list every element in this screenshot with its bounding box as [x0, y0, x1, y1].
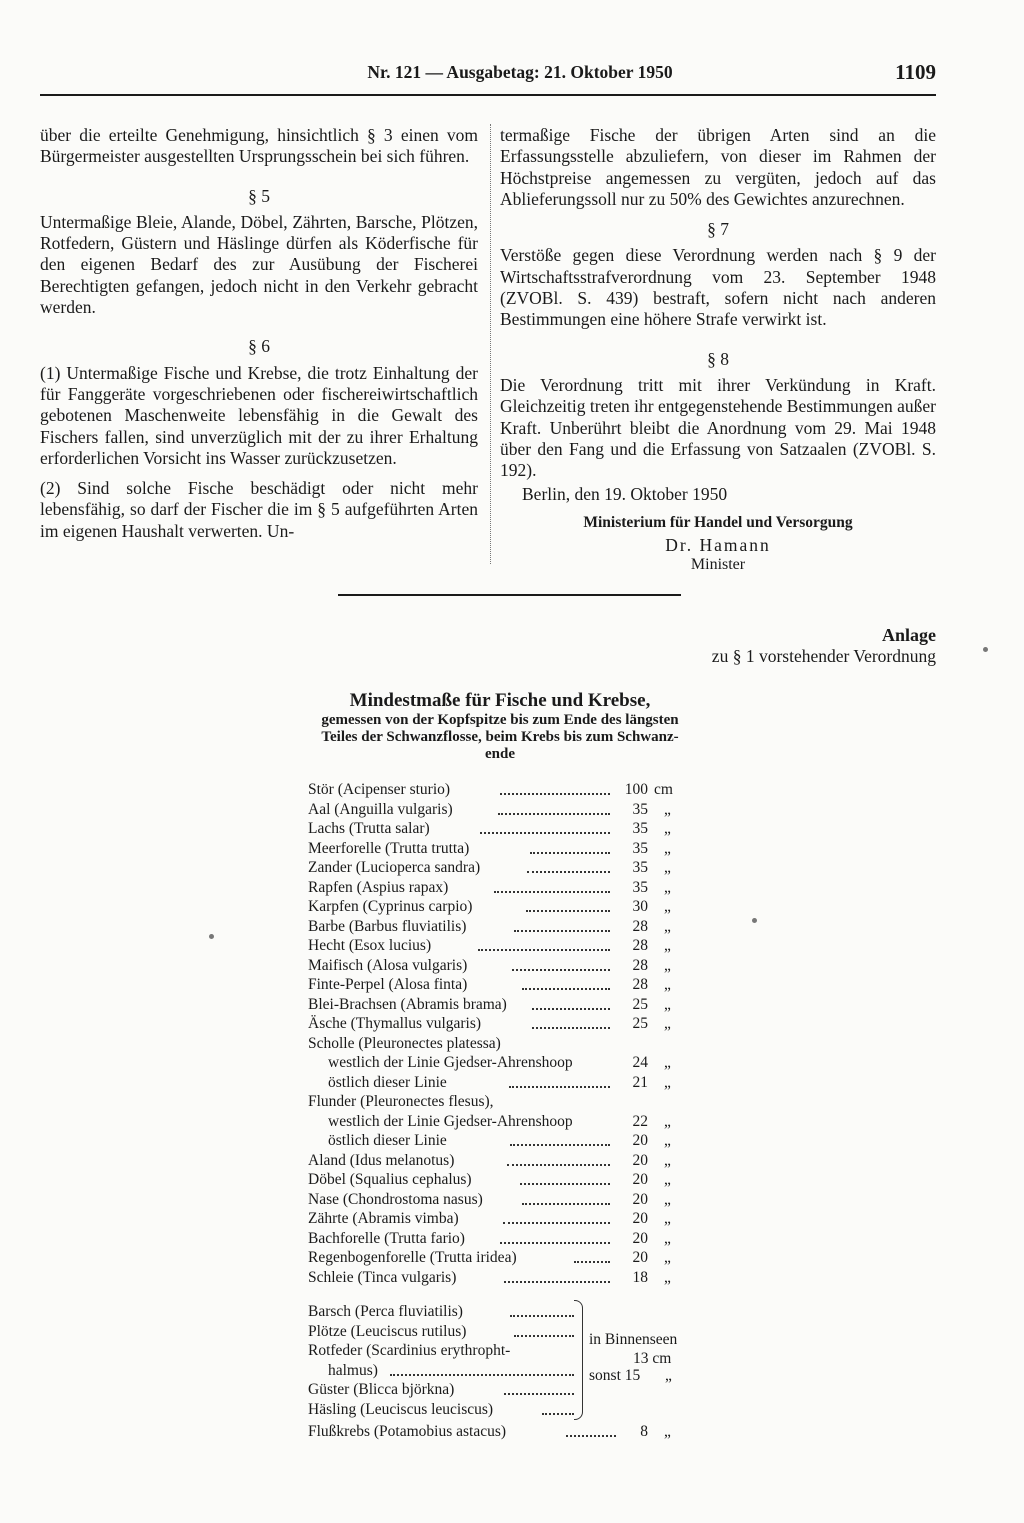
table-row — [308, 878, 688, 898]
row-value: 25 — [632, 1015, 648, 1032]
row-label: Häsling (Leuciscus leuciscus) — [308, 1400, 494, 1418]
row-value: 20 — [632, 1210, 648, 1227]
list-item — [308, 1380, 708, 1400]
row-unit: „ — [664, 976, 671, 993]
minimum-size-table — [308, 780, 688, 1287]
table-row — [308, 995, 688, 1015]
dot-leader — [526, 897, 610, 912]
table-row — [308, 1131, 688, 1151]
row-value: 35 — [632, 878, 648, 896]
section-5-text: Untermaßige Bleie, Alande, Döbel, Zährten, Barsche, Plötzen, Rotfedern, Güstern und Häslinge dürfen als Köderfische für den eigenen Bedarf des zur Ausübung der Fischerei Berechtigten gefangen, jedoch nicht in den Verkehr gebracht werden. — [40, 211, 478, 318]
row-unit: „ — [664, 800, 671, 818]
row-value: 18 — [632, 1268, 648, 1286]
row-label: Güster (Blicca björkna) — [308, 1381, 455, 1398]
row-label: Zährte (Abramis vimba) — [308, 1210, 459, 1227]
row-label: Bachforelle (Trutta fario) — [308, 1229, 465, 1247]
table-row — [308, 1112, 688, 1132]
row-value: 28 — [632, 917, 648, 935]
row-label: Flunder (Pleuronectes flesus), — [308, 1093, 494, 1110]
row-value: 22 — [632, 1112, 648, 1130]
row-unit: „ — [664, 1151, 671, 1169]
row-unit: „ — [664, 956, 671, 974]
dot-leader — [507, 1151, 610, 1166]
row-value: 21 — [632, 1073, 648, 1091]
row-value: 8 — [640, 1423, 648, 1440]
dot-leader — [494, 878, 610, 893]
row-label: Karpfen (Cyprinus carpio) — [308, 898, 473, 915]
row-label: Regenbogenforelle (Trutta iridea) — [308, 1249, 517, 1266]
dot-leader — [532, 995, 610, 1010]
table-row — [308, 1248, 688, 1268]
right-column — [500, 125, 936, 574]
row-label: Lachs (Trutta salar) — [308, 820, 430, 837]
dot-leader — [503, 1209, 610, 1224]
dot-leader — [512, 956, 610, 971]
table-title: Mindestmaße für Fische und Krebse, — [349, 690, 651, 711]
row-unit: „ — [664, 1073, 671, 1091]
row-unit: „ — [664, 820, 671, 837]
table-row — [308, 917, 688, 937]
section-6-heading: § 6 — [248, 336, 270, 357]
row-unit: „ — [664, 839, 671, 857]
page-number: 1109 — [895, 60, 936, 84]
dot-leader — [504, 1268, 610, 1283]
row-label: Hecht (Esox lucius) — [308, 937, 432, 954]
row-value: 100 — [624, 781, 648, 798]
signatory-role: Minister — [690, 556, 746, 574]
row-label: östlich dieser Linie — [328, 1132, 447, 1149]
dot-leader — [514, 1322, 574, 1337]
place-date: Berlin, den 19. Oktober 1950 — [522, 484, 728, 505]
row-unit: „ — [664, 1423, 671, 1440]
print-speck — [209, 934, 214, 939]
row-unit: „ — [664, 1054, 671, 1071]
row-label: westlich der Linie Gjedser-Ahrenshoop — [328, 1112, 573, 1130]
row-unit: „ — [664, 937, 671, 954]
row-unit: „ — [664, 1249, 671, 1266]
row-label: Barsch (Perca fluviatilis) — [308, 1303, 463, 1320]
section-divider — [338, 594, 681, 596]
dot-leader — [530, 839, 610, 854]
dot-leader — [390, 1361, 574, 1376]
row-label: Meerforelle (Trutta trutta) — [308, 839, 470, 857]
row-unit: „ — [664, 898, 671, 915]
row-value: 28 — [632, 976, 648, 993]
table-row — [308, 1034, 688, 1054]
row-unit: „ — [664, 995, 671, 1013]
row-unit: „ — [664, 917, 671, 935]
row-label: Stör (Acipenser sturio) — [308, 781, 451, 798]
row-value: 20 — [632, 1151, 648, 1169]
row-value: 35 — [632, 859, 648, 876]
row-label: Blei-Brachsen (Abramis brama) — [308, 995, 507, 1013]
row-label: Nase (Chondrostoma nasus) — [308, 1190, 483, 1208]
group-brace — [574, 1300, 583, 1420]
signatory-name: Dr. Hamann — [665, 535, 771, 556]
paragraph-continued: termaßige Fische der übrigen Arten sind an die Erfassungsstelle abzuliefern, von dieser im Rahmen der Höchstpreise angemessen zu vergüten, jedoch auf das Ablieferungssoll nur zu 50% des Gewichtes anzurechnen. — [500, 125, 936, 209]
table-row — [308, 800, 688, 820]
annex-subtitle: zu § 1 vorstehender Verordnung — [711, 646, 936, 666]
group-note-otherwise-unit: „ — [665, 1367, 672, 1384]
table-row — [308, 1073, 688, 1093]
list-item — [308, 1400, 708, 1420]
table-subtitle-line-3: ende — [485, 746, 515, 762]
table-row — [308, 839, 688, 859]
column-divider — [490, 124, 491, 564]
row-label: Äsche (Thymallus vulgaris) — [308, 1015, 482, 1032]
table-row — [308, 1170, 688, 1190]
dot-leader — [566, 1422, 616, 1437]
dot-leader — [509, 1073, 610, 1088]
table-row — [308, 1151, 688, 1171]
row-unit: „ — [664, 1190, 671, 1208]
table-row — [308, 1422, 688, 1442]
row-label: westlich der Linie Gjedser-Ahrenshoop — [328, 1054, 573, 1071]
section-8-text: Die Verordnung tritt mit ihrer Verkündung in Kraft. Gleichzeitig treten ihr entgegenstehende Bestimmungen außer Kraft. Unberührt bleibt die Anordnung vom 29. Mai 1948 über den Fang und die Erfassung von Satzaalen (ZVOBl. S. 192). — [500, 374, 936, 481]
issue-line: Nr. 121 — Ausgabetag: 21. Oktober 1950 — [367, 62, 673, 82]
table-row — [308, 819, 688, 839]
dot-leader — [522, 1190, 610, 1205]
table-row — [308, 1268, 688, 1288]
dot-leader — [510, 1302, 574, 1317]
row-unit: „ — [664, 859, 671, 876]
row-unit: „ — [664, 1229, 671, 1247]
row-unit: „ — [664, 1210, 671, 1227]
table-row — [308, 1229, 688, 1249]
row-unit: „ — [664, 1112, 671, 1130]
table-row — [308, 897, 688, 917]
row-label: Maifisch (Alosa vulgaris) — [308, 956, 468, 974]
row-unit: cm — [654, 781, 673, 798]
dot-leader — [527, 858, 610, 873]
section-7-heading: § 7 — [707, 219, 729, 240]
row-label: Barbe (Barbus fluviatilis) — [308, 917, 467, 935]
row-value: 28 — [632, 956, 648, 974]
row-value: 28 — [632, 937, 648, 954]
group-note-inland: in Binnenseen — [589, 1331, 678, 1348]
left-column — [40, 125, 478, 542]
row-value: 35 — [632, 820, 648, 837]
paragraph-intro: über die erteilte Genehmigung, hinsichtlich § 3 einen vom Bürgermeister ausgestellten Ursprungsschein bei sich führen. — [40, 125, 478, 167]
row-unit: „ — [664, 1132, 671, 1149]
print-speck — [983, 647, 988, 652]
row-label: östlich dieser Linie — [328, 1073, 447, 1091]
row-label: Rapfen (Aspius rapax) — [308, 878, 449, 896]
dot-leader — [514, 917, 610, 932]
table-subtitle-line-2: Teiles der Schwanzflosse, beim Krebs bis zum Schwanz- — [321, 729, 679, 745]
row-label: Schleie (Tinca vulgaris) — [308, 1268, 457, 1286]
row-value: 20 — [632, 1132, 648, 1149]
row-label: Plötze (Leuciscus rutilus) — [308, 1322, 467, 1340]
annex-heading — [712, 625, 936, 667]
table-row — [308, 1190, 688, 1210]
row-value: 20 — [632, 1249, 648, 1266]
row-unit: „ — [664, 1015, 671, 1032]
table-row — [308, 780, 688, 800]
table-row — [308, 858, 688, 878]
dot-leader — [574, 1248, 610, 1263]
row-label: Finte-Perpel (Alosa finta) — [308, 976, 468, 993]
dot-leader — [522, 975, 610, 990]
row-value: 20 — [632, 1229, 648, 1247]
row-label: Zander (Lucioperca sandra) — [308, 859, 481, 876]
table-row — [308, 975, 688, 995]
row-label: Aal (Anguilla vulgaris) — [308, 800, 453, 818]
dot-leader — [480, 819, 610, 834]
list-item — [308, 1302, 708, 1322]
dot-leader — [498, 800, 610, 815]
row-value: 20 — [632, 1171, 648, 1188]
row-unit: „ — [664, 1268, 671, 1286]
row-label: Döbel (Squalius cephalus) — [308, 1171, 472, 1188]
print-speck — [752, 918, 757, 923]
table-row — [308, 1014, 688, 1034]
page-header — [40, 60, 936, 96]
annex-title: Anlage — [882, 625, 936, 645]
dot-leader — [520, 1170, 610, 1185]
dot-leader — [542, 1400, 574, 1415]
group-note-otherwise: sonst 15 — [589, 1367, 641, 1384]
table-row — [308, 936, 688, 956]
row-label: Rotfeder (Scardinius erythropht- — [308, 1342, 511, 1359]
row-value: 24 — [632, 1054, 648, 1071]
row-value: 35 — [632, 839, 648, 857]
table-title-block — [250, 690, 750, 763]
row-value: 30 — [632, 898, 648, 915]
row-label: halmus) — [328, 1361, 378, 1379]
row-value: 20 — [632, 1190, 648, 1208]
table-row — [308, 1209, 688, 1229]
row-label: Flußkrebs (Potamobius astacus) — [308, 1423, 507, 1440]
dot-leader — [504, 1380, 574, 1395]
row-value: 25 — [632, 995, 648, 1013]
table-subtitle-line-1: gemessen von der Kopfspitze bis zum Ende des längsten — [321, 712, 679, 728]
section-7-text: Verstöße gegen diese Verordnung werden nach § 9 der Wirtschaftsstrafverordnung vom 23. September 1948 (ZVOBl. S. 439) bestraft, sofern nicht nach anderen Bestimmungen eine höhere Strafe verwirkt ist. — [500, 245, 936, 330]
section-6-paragraph-1: (1) Untermaßige Fische und Krebse, die trotz Einhaltung der für Fanggeräte vorgeschriebenen oder fischereiwirtschaftlich gebotenen Maschenweite lebensfähig in die Gewalt des Fischers fallen, sind unverzüglich mit der zu ihrer Erhaltung erforderlichen Vorsicht ins Wasser zurückzusetzen. — [40, 362, 478, 468]
crayfish-row — [308, 1422, 688, 1442]
table-row — [308, 1092, 688, 1112]
dot-leader — [510, 1131, 610, 1146]
dot-leader — [500, 1229, 610, 1244]
group-note-inland-size: 13 cm — [633, 1350, 672, 1367]
ministry-name: Ministerium für Handel und Versorgung — [583, 513, 853, 531]
dot-leader — [478, 936, 610, 951]
row-unit: „ — [664, 878, 671, 896]
row-value: 35 — [632, 800, 648, 818]
table-row — [308, 956, 688, 976]
table-row — [308, 1053, 688, 1073]
dot-leader — [532, 1014, 610, 1029]
row-label: Aland (Idus melanotus) — [308, 1151, 455, 1169]
section-8-heading: § 8 — [707, 348, 729, 369]
section-5-heading: § 5 — [248, 185, 270, 206]
dot-leader — [500, 780, 610, 795]
section-6-paragraph-2: (2) Sind solche Fische beschädigt oder nicht mehr lebensfähig, so darf der Fischer die im § 5 aufgeführten Arten im eigenen Haushalt verwerten. Un- — [40, 478, 478, 541]
row-label: Scholle (Pleuronectes platessa) — [308, 1034, 501, 1052]
row-unit: „ — [664, 1171, 671, 1188]
